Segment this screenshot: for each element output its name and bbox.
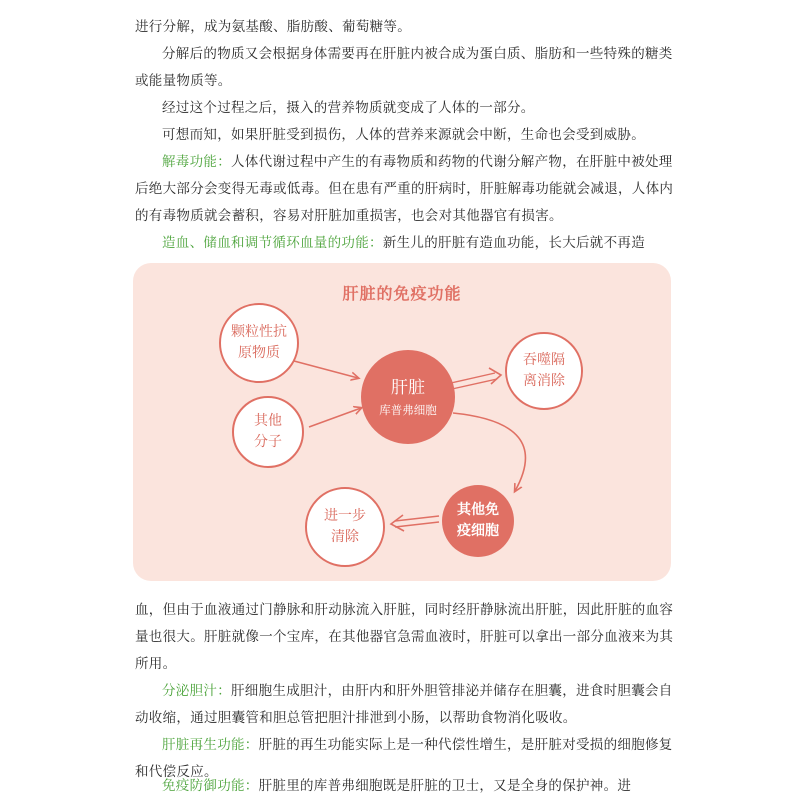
- node-clear-line2: 清除: [331, 529, 359, 545]
- paragraph-text: 可想而知，如果肝脏受到损伤，人体的营养来源就会中断，生命也会受到威胁。: [162, 127, 645, 143]
- paragraph-text: 血，但由于血液通过门静脉和肝动脉流入肝脏，同时经肝静脉流出肝脏，因此肝脏的血容量也很大。肝脏就像一个宝库，在其他器官急需血液时，肝脏可以拿出一部分血液来为其所用。: [135, 602, 674, 672]
- blood-function-label: 造血、储血和调节循环血量的功能：: [162, 235, 383, 251]
- regeneration-label: 肝脏再生功能：: [162, 737, 259, 753]
- node-molecules-line2: 分子: [254, 434, 282, 450]
- paragraph-text: 分解后的物质又会根据身体需要再在肝脏内被合成为蛋白质、脂肪和一些特殊的糖类或能量物质等。: [135, 46, 673, 89]
- node-immune-line2: 疫细胞: [457, 523, 499, 539]
- node-antigen-line1: 颗粒性抗: [231, 324, 287, 340]
- paragraph-text: 进行分解，成为氨基酸、脂肪酸、葡萄糖等。: [135, 19, 411, 35]
- diagram-title: 肝脏的免疫功能: [342, 284, 462, 303]
- node-phagocytose-line1: 吞噬隔: [523, 352, 565, 368]
- paragraph-text: 肝脏的再生功能实际上是一种代偿性增生，是肝脏对受损的细胞修复和代偿反应。: [135, 737, 673, 780]
- node-phagocytose-line2: 离消除: [523, 373, 565, 389]
- paragraph-text: 人体代谢过程中产生的有毒物质和药物的代谢分解产物，在肝脏中被处理后绝大部分会变得无毒或低毒。但在患有严重的肝病时，肝脏解毒功能就会减退，人体内的有毒物质就会蓄积，容易对肝脏加重损害，也会对其他器官有损害。: [135, 154, 674, 224]
- node-clear-line1: 进一步: [324, 508, 366, 524]
- paragraph-blood-function: [135, 230, 675, 257]
- paragraph-bile: [135, 678, 675, 732]
- paragraph-nutrients: [135, 95, 675, 122]
- paragraph-detox: [135, 149, 675, 230]
- paragraph-text: 肝脏里的库普弗细胞既是肝脏的卫士，又是全身的保护神。进: [258, 778, 632, 794]
- node-molecules-line1: 其他: [254, 413, 282, 429]
- node-other-immune-cells: [442, 485, 514, 557]
- paragraph-text: 肝细胞生成胆汁，由肝内和肝外胆管排泌并储存在胆囊，进食时胆囊会自动收缩，通过胆囊管和胆总管把胆汁排泄到小肠，以帮助食物消化吸收。: [135, 683, 673, 726]
- node-further-clear: [305, 487, 385, 567]
- immune-defense-label: 免疫防御功能：: [162, 778, 259, 794]
- node-liver-kupffer: [361, 350, 455, 444]
- detox-label: 解毒功能：: [162, 154, 231, 170]
- bile-label: 分泌胆汁：: [162, 683, 231, 699]
- node-other-molecules: [232, 396, 304, 468]
- node-immune-line1: 其他免: [457, 502, 499, 518]
- node-phagocytose: [505, 332, 583, 410]
- arrow-liver-to-immune-cells: [453, 413, 525, 491]
- node-antigen-line2: 原物质: [238, 345, 280, 361]
- node-liver-title: 肝脏: [391, 378, 425, 398]
- paragraph-liver-damage: [135, 122, 675, 149]
- paragraph-text: 经过这个过程之后，摄入的营养物质就变成了人体的一部分。: [162, 100, 535, 116]
- paragraph-amino-acids: [135, 14, 675, 41]
- paragraph-text: 新生儿的肝脏有造血功能，长大后就不再造: [382, 235, 646, 251]
- paragraph-synthesis: [135, 41, 675, 95]
- immune-function-diagram: [133, 263, 671, 581]
- node-kupffer-label: 库普弗细胞: [379, 403, 437, 417]
- paragraph-blood-volume: [135, 597, 675, 678]
- node-antigen: [219, 303, 299, 383]
- paragraph-immune-defense: [135, 773, 675, 800]
- arrow-molecules-to-liver: [309, 408, 361, 427]
